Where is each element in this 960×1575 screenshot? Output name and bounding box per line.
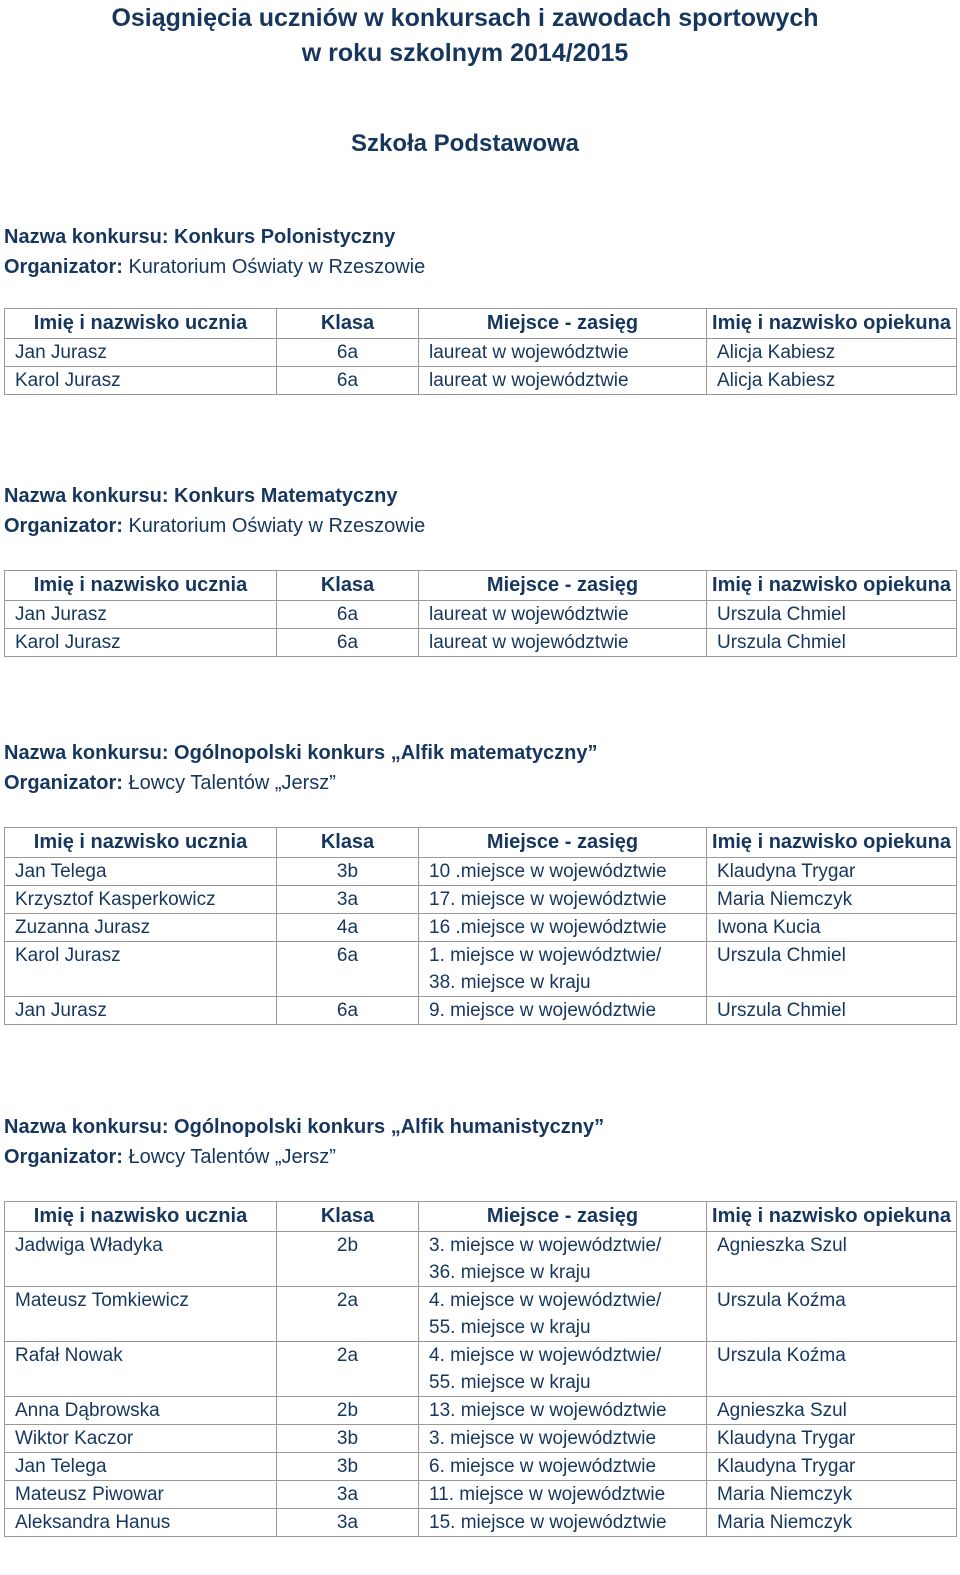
- competition-meta: [4, 1112, 604, 1172]
- supervisor-name: Klaudyna Trygar: [707, 858, 957, 886]
- supervisor-name: Maria Niemczyk: [707, 1481, 957, 1509]
- student-name: Karol Jurasz: [5, 629, 277, 657]
- student-class: 6a: [277, 367, 419, 395]
- place-line: 4. miejsce w województwie/: [429, 1290, 662, 1311]
- student-class: 3b: [277, 858, 419, 886]
- competition-name-line: [4, 481, 425, 511]
- organizer-label: Organizator:: [4, 515, 123, 537]
- place-scope: [419, 367, 707, 395]
- place-line: 3. miejsce w województwie: [429, 1428, 657, 1449]
- organizer-line: [4, 511, 425, 541]
- document-title-line-1: Osiągnięcia uczniów w konkursach i zawodach sportowych: [111, 4, 819, 32]
- organizer-line: [4, 1142, 604, 1172]
- supervisor-name: Iwona Kucia: [707, 914, 957, 942]
- competition-name: Ogólnopolski konkurs „Alfik humanistyczny”: [168, 1116, 605, 1138]
- student-name: Jan Jurasz: [5, 339, 277, 367]
- place-scope: [419, 1287, 707, 1342]
- table-row: [5, 339, 957, 367]
- student-class: 3a: [277, 1481, 419, 1509]
- student-class: 3a: [277, 1509, 419, 1537]
- student-name: Jan Jurasz: [5, 997, 277, 1025]
- competition-meta: [4, 222, 425, 282]
- supervisor-name: Alicja Kabiesz: [707, 339, 957, 367]
- results-table: [4, 1201, 957, 1537]
- header-class: Klasa: [277, 1202, 419, 1232]
- supervisor-name: Urszula Chmiel: [707, 997, 957, 1025]
- table-row: [5, 601, 957, 629]
- supervisor-name: Urszula Koźma: [707, 1342, 957, 1397]
- table-row: [5, 1425, 957, 1453]
- supervisor-name: Agnieszka Szul: [707, 1232, 957, 1287]
- table-row: [5, 367, 957, 395]
- table-row: [5, 1342, 957, 1397]
- header-supervisor: Imię i nazwisko opiekuna: [707, 571, 957, 601]
- header-place: Miejsce - zasięg: [419, 571, 707, 601]
- competition-name-label: Nazwa konkursu:: [4, 1116, 169, 1138]
- student-name: Aleksandra Hanus: [5, 1509, 277, 1537]
- header-student: Imię i nazwisko ucznia: [5, 828, 277, 858]
- place-scope: [419, 1232, 707, 1287]
- table-row: [5, 1481, 957, 1509]
- place-scope: [419, 629, 707, 657]
- student-name: Mateusz Piwowar: [5, 1481, 277, 1509]
- organizer-line: [4, 768, 597, 798]
- place-scope: [419, 886, 707, 914]
- student-class: 2a: [277, 1287, 419, 1342]
- supervisor-name: Klaudyna Trygar: [707, 1425, 957, 1453]
- student-name: Jan Jurasz: [5, 601, 277, 629]
- competition-name-label: Nazwa konkursu:: [4, 742, 169, 764]
- place-line: laureat w województwie: [429, 632, 629, 653]
- place-scope: [419, 1397, 707, 1425]
- organizer-name: Łowcy Talentów „Jersz”: [122, 772, 336, 794]
- place-scope: [419, 997, 707, 1025]
- supervisor-name: Maria Niemczyk: [707, 1509, 957, 1537]
- table-row: [5, 1509, 957, 1537]
- place-line: laureat w województwie: [429, 370, 629, 391]
- header-student: Imię i nazwisko ucznia: [5, 309, 277, 339]
- place-line: 6. miejsce w województwie: [429, 1456, 657, 1477]
- header-row: [5, 571, 957, 601]
- table-row: [5, 886, 957, 914]
- place-scope: [419, 601, 707, 629]
- competition-name-label: Nazwa konkursu:: [4, 226, 169, 248]
- organizer-label: Organizator:: [4, 1146, 123, 1168]
- competition-name-line: [4, 1112, 604, 1142]
- table-row: [5, 1232, 957, 1287]
- header-class: Klasa: [277, 828, 419, 858]
- organizer-name: Kuratorium Oświaty w Rzeszowie: [122, 515, 426, 537]
- competition-name-line: [4, 222, 425, 252]
- student-class: 6a: [277, 997, 419, 1025]
- place-line-national: 36. miejsce w kraju: [429, 1262, 591, 1283]
- supervisor-name: Agnieszka Szul: [707, 1397, 957, 1425]
- student-name: Karol Jurasz: [5, 367, 277, 395]
- supervisor-name: Maria Niemczyk: [707, 886, 957, 914]
- student-class: 4a: [277, 914, 419, 942]
- place-line: laureat w województwie: [429, 604, 629, 625]
- student-class: 3a: [277, 886, 419, 914]
- student-class: 2b: [277, 1397, 419, 1425]
- place-line: 10 .miejsce w województwie: [429, 861, 667, 882]
- competition-name-line: [4, 738, 597, 768]
- student-name: Anna Dąbrowska: [5, 1397, 277, 1425]
- header-student: Imię i nazwisko ucznia: [5, 1202, 277, 1232]
- header-place: Miejsce - zasięg: [419, 1202, 707, 1232]
- place-scope: [419, 942, 707, 997]
- organizer-line: [4, 252, 425, 282]
- supervisor-name: Urszula Koźma: [707, 1287, 957, 1342]
- results-table: [4, 570, 957, 657]
- competition-name-label: Nazwa konkursu:: [4, 485, 169, 507]
- student-name: Jan Telega: [5, 1453, 277, 1481]
- document-title-line-2: w roku szkolnym 2014/2015: [301, 39, 629, 67]
- table-row: [5, 858, 957, 886]
- student-class: 6a: [277, 942, 419, 997]
- student-class: 2a: [277, 1342, 419, 1397]
- header-class: Klasa: [277, 309, 419, 339]
- student-class: 3b: [277, 1453, 419, 1481]
- place-line: 3. miejsce w województwie/: [429, 1235, 662, 1256]
- header-place: Miejsce - zasięg: [419, 828, 707, 858]
- table-row: [5, 1287, 957, 1342]
- place-line-national: 55. miejsce w kraju: [429, 1372, 591, 1393]
- student-name: Wiktor Kaczor: [5, 1425, 277, 1453]
- header-place: Miejsce - zasięg: [419, 309, 707, 339]
- student-name: Mateusz Tomkiewicz: [5, 1287, 277, 1342]
- header-student: Imię i nazwisko ucznia: [5, 571, 277, 601]
- student-name: Zuzanna Jurasz: [5, 914, 277, 942]
- table-row: [5, 997, 957, 1025]
- place-line: 15. miejsce w województwie: [429, 1512, 667, 1533]
- student-class: 6a: [277, 601, 419, 629]
- header-class: Klasa: [277, 571, 419, 601]
- header-row: [5, 1202, 957, 1232]
- competition-meta: [4, 738, 597, 798]
- place-line-national: 38. miejsce w kraju: [429, 972, 591, 993]
- competition-name: Konkurs Matematyczny: [168, 485, 398, 507]
- student-name: Krzysztof Kasperkowicz: [5, 886, 277, 914]
- place-scope: [419, 1342, 707, 1397]
- table-row: [5, 1397, 957, 1425]
- place-line: 16 .miejsce w województwie: [429, 917, 667, 938]
- place-line: 11. miejsce w województwie: [429, 1484, 666, 1505]
- place-line: 17. miejsce w województwie: [429, 889, 667, 910]
- results-table: [4, 308, 957, 395]
- supervisor-name: Urszula Chmiel: [707, 601, 957, 629]
- place-scope: [419, 339, 707, 367]
- student-name: Jadwiga Władyka: [5, 1232, 277, 1287]
- place-line: 13. miejsce w województwie: [429, 1400, 667, 1421]
- header-row: [5, 828, 957, 858]
- place-scope: [419, 1509, 707, 1537]
- place-scope: [419, 858, 707, 886]
- student-name: Karol Jurasz: [5, 942, 277, 997]
- student-class: 3b: [277, 1425, 419, 1453]
- header-row: [5, 309, 957, 339]
- place-scope: [419, 1425, 707, 1453]
- student-class: 2b: [277, 1232, 419, 1287]
- organizer-name: Kuratorium Oświaty w Rzeszowie: [122, 256, 426, 278]
- results-table: [4, 827, 957, 1025]
- organizer-name: Łowcy Talentów „Jersz”: [122, 1146, 336, 1168]
- school-heading: Szkoła Podstawowa: [350, 130, 580, 157]
- student-class: 6a: [277, 339, 419, 367]
- place-scope: [419, 914, 707, 942]
- organizer-label: Organizator:: [4, 256, 123, 278]
- header-supervisor: Imię i nazwisko opiekuna: [707, 828, 957, 858]
- place-line: 1. miejsce w województwie/: [429, 945, 662, 966]
- student-class: 6a: [277, 629, 419, 657]
- place-scope: [419, 1453, 707, 1481]
- competition-meta: [4, 481, 425, 541]
- table-row: [5, 914, 957, 942]
- header-supervisor: Imię i nazwisko opiekuna: [707, 309, 957, 339]
- table-row: [5, 1453, 957, 1481]
- supervisor-name: Klaudyna Trygar: [707, 1453, 957, 1481]
- supervisor-name: Alicja Kabiesz: [707, 367, 957, 395]
- place-line: laureat w województwie: [429, 342, 629, 363]
- competition-name: Ogólnopolski konkurs „Alfik matematyczny”: [168, 742, 598, 764]
- header-supervisor: Imię i nazwisko opiekuna: [707, 1202, 957, 1232]
- organizer-label: Organizator:: [4, 772, 123, 794]
- competition-name: Konkurs Polonistyczny: [168, 226, 396, 248]
- place-line: 9. miejsce w województwie: [429, 1000, 657, 1021]
- student-name: Rafał Nowak: [5, 1342, 277, 1397]
- place-line: 4. miejsce w województwie/: [429, 1345, 662, 1366]
- table-row: [5, 942, 957, 997]
- supervisor-name: Urszula Chmiel: [707, 942, 957, 997]
- place-line-national: 55. miejsce w kraju: [429, 1317, 591, 1338]
- table-row: [5, 629, 957, 657]
- supervisor-name: Urszula Chmiel: [707, 629, 957, 657]
- student-name: Jan Telega: [5, 858, 277, 886]
- place-scope: [419, 1481, 707, 1509]
